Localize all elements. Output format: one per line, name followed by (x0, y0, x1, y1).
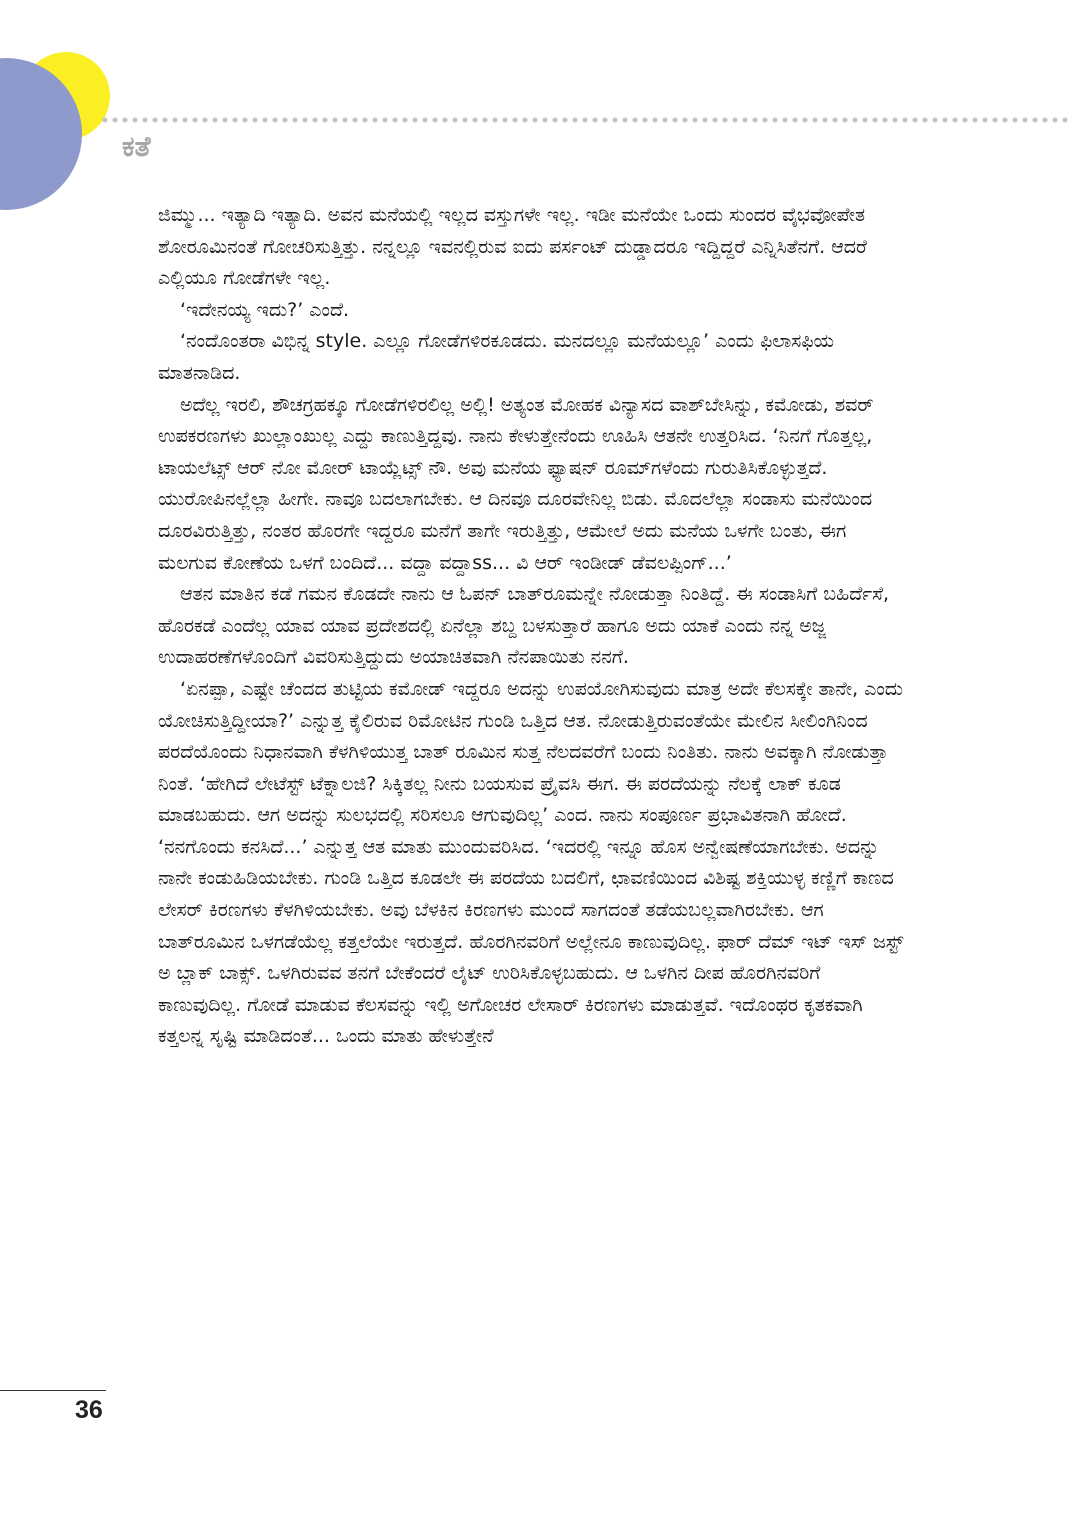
page-number: 36 (75, 1396, 103, 1424)
paragraph: ಅದೆಲ್ಲ ಇರಲಿ, ಶೌಚಗ್ರಹಕ್ಕೂ ಗೋಡೆಗಳಿರಲಿಲ್ಲ ಅಲ್ಲಿ! ಅತ್ಯಂತ ಮೋಹಕ ವಿನ್ಯಾಸದ ವಾಶ್‌ಬೇಸಿನ್ನು, ಕಮೋಡು, ಶವರ್ ಉಪಕರಣಗಳು ಖುಲ್ಲಾಂಖುಲ್ಲ ಎದ್ದು ಕಾಣುತ್ತಿದ್ದವು. ನಾನು ಕೇಳುತ್ತೇನೆಂದು ಊಹಿಸಿ ಆತನೇ ಉತ್ತರಿಸಿದ. ‘ನಿನಗೆ ಗೊತ್ತಲ್ಲ, ಟಾಯಲೆಟ್ಸ್ ಆರ್ ನೋ ಮೋರ್ ಟಾಯ್ಲೆಟ್ಸ್ ನೌ. ಅವು ಮನೆಯ ಫ್ಯಾಷನ್ ರೂಮ್‌ಗಳೆಂದು ಗುರುತಿಸಿಕೊಳ್ಳುತ್ತದೆ. ಯುರೋಪಿನಲ್ಲೆಲ್ಲಾ ಹೀಗೇ. ನಾವೂ ಬದಲಾಗಬೇಕು. ಆ ದಿನವೂ ದೂರವೇನಿಲ್ಲ ಬಿಡು. ಮೊದಲೆಲ್ಲಾ ಸಂಡಾಸು ಮನೆಯಿಂದ ದೂರವಿರುತ್ತಿತ್ತು, ನಂತರ ಹೊರಗೇ ಇದ್ದರೂ ಮನೆಗೆ ತಾಗೇ ಇರುತ್ತಿತ್ತು, ಆಮೇಲೆ ಅದು ಮನೆಯ ಒಳಗೇ ಬಂತು, ಈಗ ಮಲಗುವ ಕೋಣೆಯ ಒಳಗೆ ಬಂದಿದೆ... ವದ್ದಾ ವದ್ದಾss... ವಿ ಆರ್ ಇಂಡೀಡ್ ಡೆವಲಪ್ಪಿಂಗ್...’ (158, 393, 874, 574)
dotted-header-rule (100, 116, 1072, 124)
section-label: ಕತೆ (122, 130, 151, 163)
paragraph: ‘ನಂದೊಂತರಾ ವಿಭಿನ್ನ style. ಎಲ್ಲೂ ಗೋಡೆಗಳಿರಕೂಡದು. ಮನದಲ್ಲೂ ಮನೆಯಲ್ಲೂ’ ಎಂದು ಫಿಲಾಸಫಿಯ ಮಾತನಾಡಿದ. (158, 330, 834, 384)
story-body (158, 200, 908, 1053)
paragraph: ‘ಏನಪ್ಪಾ, ಎಷ್ಟೇ ಚೆಂದದ ತುಟ್ಟಿಯ ಕಮೋಡ್ ಇದ್ದರೂ ಅದನ್ನು ಉಪಯೋಗಿಸುವುದು ಮಾತ್ರ ಅದೇ ಕೆಲಸಕ್ಕೇ ತಾನೇ, ಎಂದು ಯೋಚಿಸುತ್ತಿದ್ದೀಯಾ?’ ಎನ್ನುತ್ತ ಕೈಲಿರುವ ರಿಮೋಟಿನ ಗುಂಡಿ ಒತ್ತಿದ ಆತ. ನೋಡುತ್ತಿರುವಂತೆಯೇ ಮೇಲಿನ ಸೀಲಿಂಗಿನಿಂದ ಪರದೆಯೊಂದು ನಿಧಾನವಾಗಿ ಕೆಳಗಿಳಿಯುತ್ತ ಬಾತ್ ರೂಮಿನ ಸುತ್ತ ನೆಲದವರೆಗೆ ಬಂದು ನಿಂತಿತು. ನಾನು ಅವಕ್ಕಾಗಿ ನೋಡುತ್ತಾ ನಿಂತೆ. ‘ಹೇಗಿದೆ ಲೇಟೆಸ್ಟ್ ಟೆಕ್ನಾಲಜಿ? ಸಿಕ್ಕಿತಲ್ಲ ನೀನು ಬಯಸುವ ಪ್ರೈವಸಿ ಈಗ. ಈ ಪರದೆಯನ್ನು ನೆಲಕ್ಕೆ ಲಾಕ್ ಕೂಡ ಮಾಡಬಹುದು. ಆಗ ಅದನ್ನು ಸುಲಭದಲ್ಲಿ ಸರಿಸಲೂ ಆಗುವುದಿಲ್ಲ’ ಎಂದ. ನಾನು ಸಂಪೂರ್ಣ ಪ್ರಭಾವಿತನಾಗಿ ಹೋದೆ. ‘ನನಗೊಂದು ಕನಸಿದೆ...’ ಎನ್ನುತ್ತ ಆತ ಮಾತು ಮುಂದುವರಿಸಿದ. ‘ಇದರಲ್ಲಿ ಇನ್ನೂ ಹೊಸ ಅನ್ವೇಷಣೆಯಾಗಬೇಕು. ಅದನ್ನು ನಾನೇ ಕಂಡುಹಿಡಿಯಬೇಕು. ಗುಂಡಿ ಒತ್ತಿದ ಕೂಡಲೇ ಈ ಪರದೆಯ ಬದಲಿಗೆ, ಛಾವಣಿಯಿಂದ ವಿಶಿಷ್ಟ ಶಕ್ತಿಯುಳ್ಳ ಕಣ್ಣಿಗೆ ಕಾಣದ ಲೇಸರ್ ಕಿರಣಗಳು ಕೆಳಗಿಳಿಯಬೇಕು. ಅವು ಬೆಳಕಿನ ಕಿರಣಗಳು ಮುಂದೆ ಸಾಗದಂತೆ ತಡೆಯಬಲ್ಲವಾಗಿರಬೇಕು. ಆಗ ಬಾತ್‌ರೂಮಿನ ಒಳಗಡೆಯೆಲ್ಲ ಕತ್ತಲೆಯೇ ಇರುತ್ತದೆ. ಹೊರಗಿನವರಿಗೆ ಅಲ್ಲೇನೂ ಕಾಣುವುದಿಲ್ಲ. ಫಾರ್ ದೆಮ್ ಇಟ್ ಇಸ್ ಜಸ್ಟ್ ಅ ಬ್ಲಾಕ್ ಬಾಕ್ಸ್. ಒಳಗಿರುವವ ತನಗೆ ಬೇಕೆಂದರೆ ಲೈಟ್ ಉರಿಸಿಕೊಳ್ಳಬಹುದು. ಆ ಒಳಗಿನ ದೀಪ ಹೊರಗಿನವರಿಗೆ ಕಾಣುವುದಿಲ್ಲ. ಗೋಡೆ ಮಾಡುವ ಕೆಲಸವನ್ನು ಇಲ್ಲಿ ಅಗೋಚರ ಲೇಸಾರ್ ಕಿರಣಗಳು ಮಾಡುತ್ತವೆ. ಇದೊಂಥರ ಕೃತಕವಾಗಿ ಕತ್ತಲನ್ನ ಸೃಷ್ಟಿ ಮಾಡಿದಂತೆ... ಒಂದು ಮಾತು ಹೇಳುತ್ತೇನೆ (158, 677, 904, 1048)
paragraph: ‘ಇದೇನಯ್ಯ ಇದು?’ ಎಂದೆ. (180, 298, 349, 321)
paragraph: ಜಿಮ್ಮು... ಇತ್ಯಾದಿ ಇತ್ಯಾದಿ. ಅವನ ಮನೆಯಲ್ಲಿ ಇಲ್ಲದ ವಸ್ತುಗಳೇ ಇಲ್ಲ. ಇಡೀ ಮನೆಯೇ ಒಂದು ಸುಂದರ ವೈಭವೋಪೇತ ಶೋರೂಮಿನಂತೆ ಗೋಚರಿಸುತ್ತಿತ್ತು. ನನ್ನಲ್ಲೂ ಇವನಲ್ಲಿರುವ ಐದು ಪರ್ಸಂಟ್ ದುಡ್ಡಾದರೂ ಇದ್ದಿದ್ದರೆ ಎನ್ನಿಸಿತೆನಗೆ. ಆದರೆ ಎಲ್ಲಿಯೂ ಗೋಡೆಗಳೇ ಇಲ್ಲ. (158, 204, 867, 290)
paragraph: ಆತನ ಮಾತಿನ ಕಡೆ ಗಮನ ಕೊಡದೇ ನಾನು ಆ ಓಪನ್ ಬಾತ್‌ರೂಮನ್ನೇ ನೋಡುತ್ತಾ ನಿಂತಿದ್ದೆ. ಈ ಸಂಡಾಸಿಗೆ ಬಹಿರ್ದೆಸೆ, ಹೊರಕಡೆ ಎಂದೆಲ್ಲ ಯಾವ ಯಾವ ಪ್ರದೇಶದಲ್ಲಿ ಏನೆಲ್ಲಾ ಶಬ್ದ ಬಳಸುತ್ತಾರೆ ಹಾಗೂ ಅದು ಯಾಕೆ ಎಂದು ನನ್ನ ಅಜ್ಜ ಉದಾಹರಣೆಗಳೊಂದಿಗೆ ವಿವರಿಸುತ್ತಿದ್ದುದು ಅಯಾಚಿತವಾಗಿ ನೆನಪಾಯಿತು ನನಗೆ. (158, 583, 889, 669)
footer-rule (0, 1390, 106, 1391)
